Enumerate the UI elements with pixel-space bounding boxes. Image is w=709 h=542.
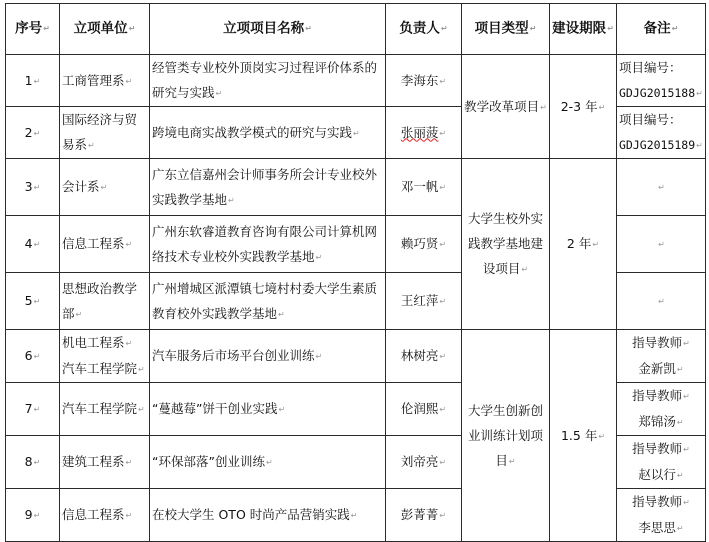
paragraph-mark-icon: ↵ (439, 76, 447, 86)
paragraph-mark-icon: ↵ (43, 24, 50, 34)
paragraph-mark-icon: ↵ (33, 183, 41, 192)
cell-unit: 汽车工程学院↵ (60, 383, 150, 436)
cell-leader: 林树亮↵ (386, 330, 462, 383)
paragraph-mark-icon: ↵ (88, 141, 95, 150)
paragraph-mark-icon: ↵ (683, 339, 690, 348)
paragraph-mark-icon: ↵ (439, 511, 447, 520)
paragraph-mark-icon: ↵ (128, 24, 136, 34)
paragraph-mark-icon: ↵ (315, 352, 323, 361)
paragraph-mark-icon: ↵ (696, 141, 703, 150)
header-project-name: 立项项目名称↵ (150, 4, 386, 55)
cell-serial: 2↵ (6, 107, 60, 159)
paragraph-mark-icon: ↵ (33, 76, 41, 86)
paragraph-mark-icon: ↵ (439, 183, 447, 192)
paragraph-mark-icon: ↵ (265, 458, 273, 467)
paragraph-mark-icon: ↵ (33, 458, 41, 467)
paragraph-mark-icon: ↵ (676, 365, 684, 374)
header-row (6, 4, 706, 55)
cell-unit: 工商管理系↵ (60, 55, 150, 107)
cell-remarks: 项目编号： GDJG2015189↵ (617, 107, 706, 159)
header-remarks: 备注↵ (617, 4, 706, 55)
header-serial: 序号↵ (6, 4, 60, 55)
paragraph-mark-icon: ↵ (658, 183, 665, 192)
cell-remarks: 指导教师↵ 赵以行↵ (617, 436, 706, 489)
cell-period: 2 年↵ (550, 159, 617, 330)
paragraph-mark-icon: ↵ (125, 511, 133, 520)
table-row (6, 330, 706, 383)
paragraph-mark-icon: ↵ (598, 102, 606, 112)
paragraph-mark-icon: ↵ (540, 102, 547, 112)
cell-leader: 赖巧贤↵ (386, 216, 462, 273)
cell-leader: 彭菁菁↵ (386, 489, 462, 542)
cell-leader: 伦润熙↵ (386, 383, 462, 436)
cell-remarks (617, 159, 706, 216)
header-leader: 负责人↵ (386, 4, 462, 55)
paragraph-mark-icon: ↵ (33, 128, 41, 138)
table-row (6, 55, 706, 107)
cell-serial: 4↵ (6, 216, 60, 273)
paragraph-mark-icon: ↵ (439, 128, 447, 138)
paragraph-mark-icon: ↵ (683, 498, 690, 507)
cell-leader: 邓一帆↵ (386, 159, 462, 216)
cell-unit: 国际经济与贸易系↵ (60, 107, 150, 159)
header-project-type: 项目类型↵ (462, 4, 550, 55)
paragraph-mark-icon: ↵ (598, 431, 606, 441)
paragraph-mark-icon: ↵ (439, 297, 447, 306)
paragraph-mark-icon: ↵ (508, 456, 516, 466)
cell-unit: 机电工程系↵ 汽车工程学院↵ (60, 330, 150, 383)
paragraph-mark-icon: ↵ (125, 339, 133, 348)
cell-unit: 会计系↵ (60, 159, 150, 216)
cell-project-name: “蔓越莓”饼干创业实践↵ (150, 383, 386, 436)
cell-remarks (617, 273, 706, 330)
paragraph-mark-icon: ↵ (658, 297, 665, 306)
paragraph-mark-icon: ↵ (305, 24, 312, 34)
cell-period: 1.5 年↵ (550, 330, 617, 542)
paragraph-mark-icon: ↵ (676, 524, 684, 533)
cell-leader: 王红萍↵ (386, 273, 462, 330)
paragraph-mark-icon: ↵ (439, 458, 447, 467)
paragraph-mark-icon: ↵ (440, 24, 448, 34)
cell-serial: 7↵ (6, 383, 60, 436)
header-period: 建设期限↵ (550, 4, 617, 55)
paragraph-mark-icon: ↵ (33, 352, 41, 361)
paragraph-mark-icon: ↵ (521, 265, 529, 274)
paragraph-mark-icon: ↵ (658, 240, 665, 249)
cell-leader: 刘帝亮↵ (386, 436, 462, 489)
paragraph-mark-icon: ↵ (138, 365, 145, 374)
paragraph-mark-icon: ↵ (676, 418, 684, 427)
paragraph-mark-icon: ↵ (696, 89, 703, 98)
table-row (6, 159, 706, 216)
cell-project-name: 广东立信嘉州会计师事务所会计专业校外实践教学基地↵ (150, 159, 386, 216)
paragraph-mark-icon: ↵ (33, 511, 41, 520)
cell-project-name: 广州东软睿道教育咨询有限公司计算机网络技术专业校外实践教学基地↵ (150, 216, 386, 273)
paragraph-mark-icon: ↵ (33, 297, 41, 306)
cell-remarks: 指导教师↵ 郑锦汤↵ (617, 383, 706, 436)
header-unit: 立项单位↵ (60, 4, 150, 55)
paragraph-mark-icon: ↵ (439, 240, 447, 249)
cell-remarks: 项目编号： GDJG2015188↵ (617, 55, 706, 107)
cell-serial: 6↵ (6, 330, 60, 383)
cell-unit: 建筑工程系↵ (60, 436, 150, 489)
cell-serial: 8↵ (6, 436, 60, 489)
paragraph-mark-icon: ↵ (592, 240, 600, 249)
paragraph-mark-icon: ↵ (138, 405, 145, 414)
paragraph-mark-icon: ↵ (278, 309, 285, 319)
cell-remarks (617, 216, 706, 273)
paragraph-mark-icon: ↵ (683, 445, 690, 454)
cell-serial: 5↵ (6, 273, 60, 330)
cell-serial: 1↵ (6, 55, 60, 107)
cell-leader: 李海东↵ (386, 55, 462, 107)
paragraph-mark-icon: ↵ (215, 89, 223, 98)
project-table (5, 3, 706, 542)
cell-period: 2-3 年↵ (550, 55, 617, 159)
paragraph-mark-icon: ↵ (607, 24, 614, 34)
paragraph-mark-icon: ↵ (33, 405, 41, 414)
paragraph-mark-icon: ↵ (125, 458, 133, 467)
paragraph-mark-icon: ↵ (350, 511, 358, 520)
paragraph-mark-icon: ↵ (439, 405, 447, 414)
paragraph-mark-icon: ↵ (683, 392, 690, 401)
cell-project-type: 教学改革项目↵ (462, 55, 550, 159)
paragraph-mark-icon: ↵ (75, 309, 83, 319)
paragraph-mark-icon: ↵ (529, 24, 537, 34)
paragraph-mark-icon: ↵ (671, 24, 679, 34)
paragraph-mark-icon: ↵ (228, 195, 235, 205)
cell-project-name: 经管类专业校外顶岗实习过程评价体系的研究与实践↵ (150, 55, 386, 107)
cell-project-name: 广州增城区派潭镇七境村村委大学生素质教育校外实践教学基地↵ (150, 273, 386, 330)
paragraph-mark-icon: ↵ (676, 471, 684, 480)
cell-unit: 信息工程系↵ (60, 489, 150, 542)
cell-project-name: “环保部落”创业训练↵ (150, 436, 386, 489)
paragraph-mark-icon: ↵ (439, 352, 447, 361)
paragraph-mark-icon: ↵ (33, 240, 41, 249)
cell-serial: 9↵ (6, 489, 60, 542)
paragraph-mark-icon: ↵ (315, 252, 323, 262)
paragraph-mark-icon: ↵ (278, 405, 286, 414)
cell-project-type: 大学生创新创业训练计划项目↵ (462, 330, 550, 542)
cell-project-name: 跨境电商实战教学模式的研究与实践↵ (150, 107, 386, 159)
cell-remarks: 指导教师↵ 金新凯↵ (617, 330, 706, 383)
paragraph-mark-icon: ↵ (100, 183, 108, 192)
cell-project-name: 在校大学生 OTO 时尚产品营销实践↵ (150, 489, 386, 542)
cell-unit: 思想政治教学部↵ (60, 273, 150, 330)
cell-serial: 3↵ (6, 159, 60, 216)
paragraph-mark-icon: ↵ (125, 240, 133, 249)
cell-leader: 张丽菠↵ (386, 107, 462, 159)
cell-remarks: 指导教师↵ 李思思↵ (617, 489, 706, 542)
cell-project-name: 汽车服务后市场平台创业训练↵ (150, 330, 386, 383)
paragraph-mark-icon: ↵ (353, 128, 360, 138)
paragraph-mark-icon: ↵ (125, 76, 133, 86)
cell-unit: 信息工程系↵ (60, 216, 150, 273)
cell-project-type: 大学生校外实践教学基地建设项目↵ (462, 159, 550, 330)
